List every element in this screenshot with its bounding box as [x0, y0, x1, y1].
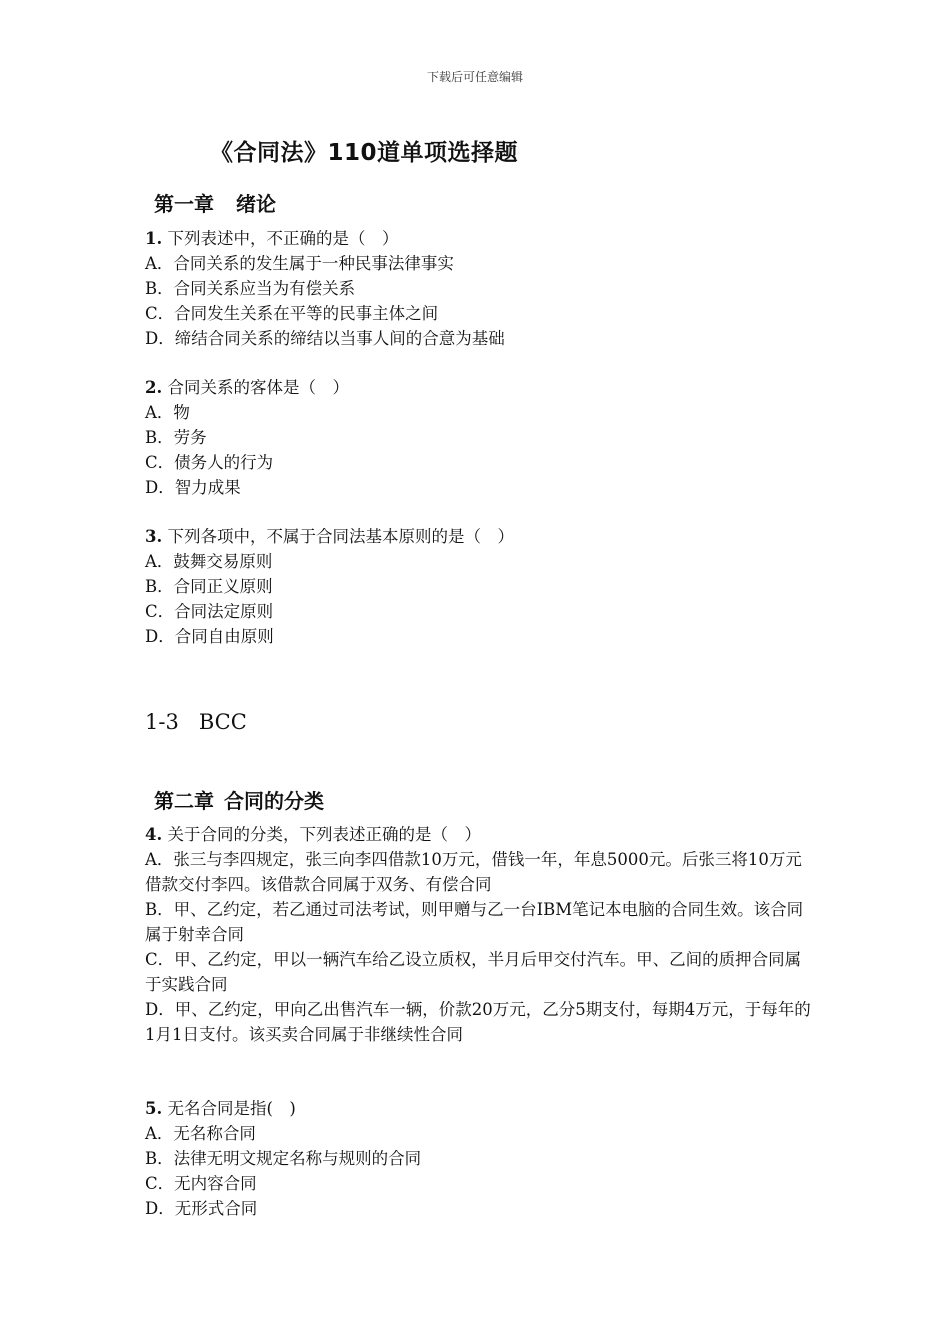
- question-stem: 合同关系的客体是（ ）: [167, 378, 349, 397]
- question-2: [145, 375, 815, 500]
- option-b: B．甲、乙约定，若乙通过司法考试，则甲赠与乙一台IBM笔记本电脑的合同生效。该合同属于射幸合同: [145, 900, 804, 944]
- option-c: C．债务人的行为: [145, 453, 274, 472]
- option-a: A．鼓舞交易原则: [145, 552, 273, 571]
- chapter-name: 合同的分类: [224, 789, 324, 813]
- chapter-heading-2: [154, 785, 324, 814]
- question-number: 3.: [145, 527, 163, 546]
- option-d: D．合同自由原则: [145, 627, 274, 646]
- chapter-name: 绪论: [236, 192, 276, 216]
- option-c: C．合同发生关系在平等的民事主体之间: [145, 304, 439, 323]
- question-3: [145, 524, 815, 649]
- question-number: 5.: [145, 1099, 163, 1118]
- option-c: C．甲、乙约定，甲以一辆汽车给乙设立质权，半月后甲交付汽车。甲、乙间的质押合同属于实践合同: [145, 950, 802, 994]
- option-a: A．张三与李四规定，张三向李四借款10万元，借钱一年，年息5000元。后张三将10万元借款交付李四。该借款合同属于双务、有偿合同: [145, 850, 802, 894]
- question-number: 4.: [145, 825, 163, 844]
- document-title: 《合同法》110道单项选择题: [210, 140, 519, 166]
- option-d: D．无形式合同: [145, 1199, 258, 1218]
- option-b: B．劳务: [145, 428, 207, 447]
- question-4: [145, 822, 813, 1047]
- chapter-number: 第二章: [154, 789, 214, 813]
- answer-range: 1-3: [145, 710, 179, 734]
- header-note: 下载后可任意编辑: [426, 70, 523, 84]
- option-b: B．法律无明文规定名称与规则的合同: [145, 1149, 422, 1168]
- question-stem: 无名合同是指( ): [167, 1099, 296, 1118]
- question-1: [145, 226, 815, 351]
- option-d: D．智力成果: [145, 478, 241, 497]
- chapter-heading-1: [154, 188, 276, 217]
- option-b: B．合同正义原则: [145, 577, 273, 596]
- question-number: 1.: [145, 229, 163, 248]
- option-b: B．合同关系应当为有偿关系: [145, 279, 356, 298]
- chapter-number: 第一章: [154, 192, 214, 216]
- answer-letters: BCC: [198, 710, 247, 734]
- option-a: A．物: [145, 403, 190, 422]
- option-c: C．无内容合同: [145, 1174, 257, 1193]
- option-a: A．无名称合同: [145, 1124, 256, 1143]
- option-d: D．甲、乙约定，甲向乙出售汽车一辆，价款20万元，乙分5期支付，每期4万元，于每年的1月1日支付。该买卖合同属于非继续性合同: [145, 1000, 811, 1044]
- answer-key: [145, 710, 247, 734]
- question-number: 2.: [145, 378, 163, 397]
- question-stem: 下列各项中，不属于合同法基本原则的是（ ）: [167, 527, 514, 546]
- question-stem: 下列表述中，不正确的是（ ）: [167, 229, 399, 248]
- option-c: C．合同法定原则: [145, 602, 274, 621]
- question-stem: 关于合同的分类，下列表述正确的是（ ）: [167, 825, 481, 844]
- option-d: D．缔结合同关系的缔结以当事人间的合意为基础: [145, 329, 505, 348]
- question-5: [145, 1096, 815, 1221]
- option-a: A．合同关系的发生属于一种民事法律事实: [145, 254, 454, 273]
